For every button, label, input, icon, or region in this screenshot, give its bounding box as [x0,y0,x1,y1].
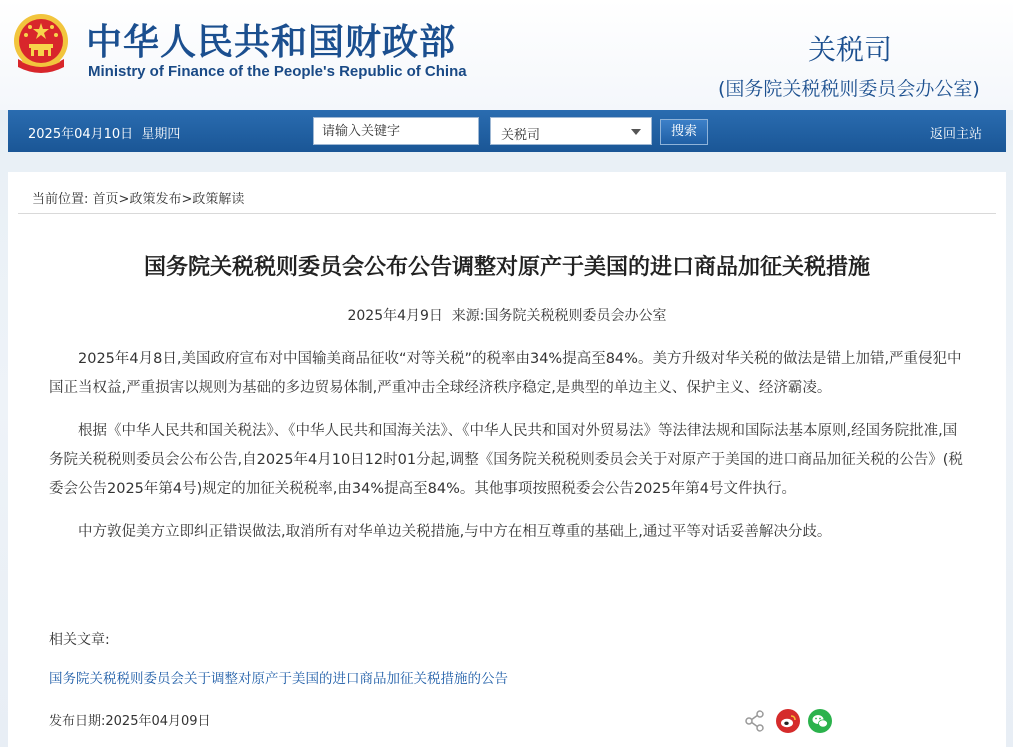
breadcrumb-policy-interpretation[interactable]: 政策解读 [192,192,245,207]
divider [18,213,996,214]
department-select-value: 关税司 [501,128,541,143]
breadcrumb-separator: > [181,192,193,207]
publish-date: 发布日期:2025年04月09日 [49,714,211,729]
breadcrumb [32,188,244,207]
paragraph: 根据《中华人民共和国关税法》、《中华人民共和国海关法》、《中华人民共和国对外贸易法》等法律法规和国际法基本原则,经国务院批准,国务院关税税则委员会公布公告,自2025年4月10日12时01分起,调整《国务院关税税则委员会关于对原产于美国的进口商品加征关税的公告》(税委会公告2025年第4号)规定的加征关税税率,由34%提高至84%。其他事项按照税委会公告2025年第4号文件执行。 [49,423,963,497]
wechat-icon[interactable] [808,709,832,733]
nav-bar [8,110,1006,152]
article-title: 国务院关税税则委员会公布公告调整对原产于美国的进口商品加征关税措施 [143,255,870,280]
return-home-link[interactable]: 返回主站 [930,127,983,142]
paragraph: 中方敦促美方立即纠正错误做法,取消所有对华单边关税措施,与中方在相互尊重的基础上,通过平等对话妥善解决分歧。 [78,524,832,540]
content-panel [8,172,1006,747]
article-body [49,345,969,561]
weibo-icon[interactable] [776,709,800,733]
current-date: 2025年04月10日 星期四 [28,127,181,142]
department-select[interactable] [490,117,652,145]
related-article-link[interactable]: 国务院关税税则委员会关于调整对原产于美国的进口商品加征关税措施的公告 [49,671,508,687]
breadcrumb-separator: > [118,192,130,207]
national-emblem-icon[interactable] [10,11,72,79]
search-button[interactable]: 搜索 [660,119,708,145]
article-meta: 2025年4月9日 来源:国务院关税税则委员会办公室 [347,308,667,324]
department-name: 关税司 [808,33,893,66]
breadcrumb-home[interactable]: 首页 [92,192,119,207]
share-icon[interactable] [743,709,767,733]
department-subtitle: (国务院关税税则委员会办公室) [718,78,980,100]
paragraph: 2025年4月8日,美国政府宣布对中国输美商品征收“对等关税”的税率由34%提高至84%。美方升级对华关税的做法是错上加错,严重侵犯中国正当权益,严重损害以规则为基础的多边贸易体制,严重冲击全球经济秩序稳定,是典型的单边主义、保护主义、经济霸凌。 [49,351,962,396]
search-input[interactable] [313,117,479,145]
site-header [0,0,1013,110]
breadcrumb-policy-release[interactable]: 政策发布 [129,192,182,207]
related-articles-label: 相关文章: [49,632,110,648]
site-title-en: Ministry of Finance of the People's Republic of China [88,63,467,80]
breadcrumb-prefix: 当前位置: [32,192,89,207]
chevron-down-icon [631,129,641,135]
site-title-cn[interactable]: 中华人民共和国财政部 [86,22,457,63]
